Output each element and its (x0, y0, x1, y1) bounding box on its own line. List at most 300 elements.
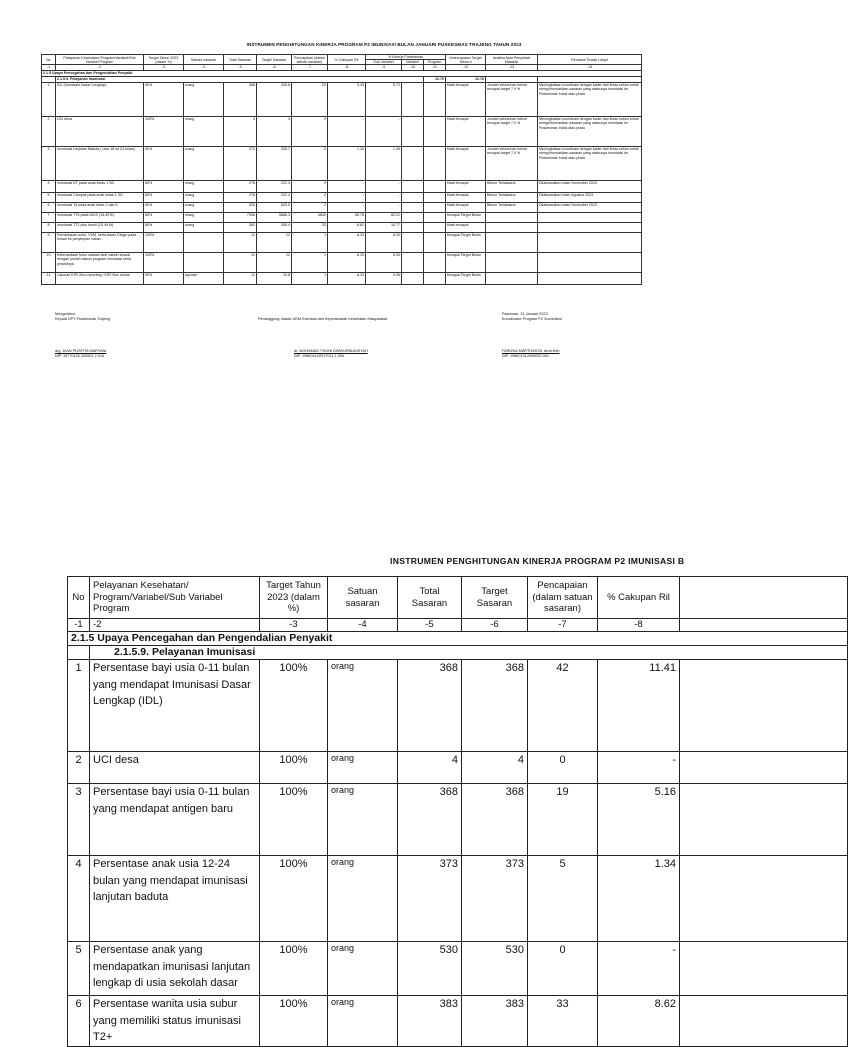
zoom-row-indicator: Persentase wanita usia subur yang memiliki status imunisasi T2+ (90, 996, 260, 1047)
header-rencana: Rencana Tindak Lanjut (538, 55, 642, 65)
row-pencapaian: 0 (292, 203, 328, 213)
column-number: -3 (144, 65, 184, 71)
row-variabel (402, 203, 424, 213)
zoom-row-target: 100% (260, 784, 328, 856)
row-target-sasaran: 335.7 (257, 147, 292, 181)
row-pencapaian: 0 (292, 181, 328, 193)
row-total: 373 (224, 147, 257, 181)
signature-center-name: dr. MOHAMAD YHONI DWIKURNIANSYAH (294, 349, 368, 353)
zoom-table-row (68, 856, 848, 942)
header-program: Pelayanan Kesehatan/ Program/Variabel/Sub Variabel Program (56, 55, 144, 65)
zoom-section-title: 2.1.5 Upaya Pencegahan dan Pengendalian Penyakit (68, 632, 848, 646)
zoom-row-satuan: orang (328, 784, 398, 856)
zoom-row-pencapaian: 5 (528, 856, 598, 942)
zoom-row-number: 5 (68, 942, 90, 996)
section-title: 2.1.5 Upaya Pencegahan dan Pengendalian Penyakit (42, 71, 642, 77)
row-analisa: Belum Terlaksana (486, 181, 538, 193)
row-cakupan: - (328, 193, 366, 203)
row-sub-variabel: 8.33 (366, 233, 402, 253)
zoom-subsection-row (68, 646, 848, 660)
signature-left-name-block (55, 349, 106, 359)
zoom-row-spacer (680, 752, 848, 784)
signature-right-role: Koordinator Program P2 Surveilans (502, 317, 562, 321)
row-number: 1 (42, 83, 56, 117)
row-variabel (402, 253, 424, 273)
row-pencapaian: 0 (292, 117, 328, 147)
table-row (42, 193, 642, 203)
zoom-table-body (68, 619, 848, 1047)
zoom-row-total: 373 (398, 856, 462, 942)
zoom-column-number-row (68, 619, 848, 632)
zoom-row-spacer (680, 660, 848, 752)
signature-center-name-block (294, 349, 368, 359)
row-total: 278 (224, 181, 257, 193)
row-cakupan: 65.78 (328, 213, 366, 223)
signature-right-name-block (502, 349, 559, 359)
row-total: 278 (224, 193, 257, 203)
row-analisa (486, 223, 538, 233)
row-sub-variabel: - (366, 117, 402, 147)
row-number: 5 (42, 193, 56, 203)
column-number: -6 (462, 619, 528, 632)
zoom-header-cakupan: % Cakupan Ril (598, 577, 680, 619)
zoom-row-target-sasaran: 4 (462, 752, 528, 784)
header-no: No (42, 55, 56, 65)
zoom-row-total: 530 (398, 942, 462, 996)
row-indicator: Ketersediaan buku catatan stok vaksin sesuai dengan jumlah vaksin program imunisasi serta pelarutnya (56, 253, 144, 273)
column-number: -14 (538, 65, 642, 71)
row-variabel (402, 233, 424, 253)
zoom-row-number: 3 (68, 784, 90, 856)
row-pencapaian: 1 (292, 253, 328, 273)
row-sub-variabel: 5.72 (366, 83, 402, 117)
zoom-subsection-title: 2.1.5.9. Pelayanan Imunisasi (90, 646, 848, 660)
header-total-sasaran: Total Sasaran (224, 55, 257, 65)
row-pencapaian: 0 (292, 193, 328, 203)
zoom-row-target-sasaran: 368 (462, 660, 528, 752)
row-program (424, 223, 446, 233)
subsection-title: 2.1.5.9. Pelayanan Imunisasi (56, 77, 424, 83)
row-analisa: Jumlah kebutuhan belum tercapai target 7,5 % (486, 147, 538, 181)
table-row (42, 233, 642, 253)
row-analisa: Belum Terlaksana (486, 203, 538, 213)
zoom-table-row (68, 660, 848, 752)
zoom-row-target-sasaran: 368 (462, 784, 528, 856)
table-row (42, 147, 642, 181)
header-satuan: Satuan sasaran (184, 55, 224, 65)
row-analisa (486, 273, 538, 285)
row-indicator: Laporan KIPI Zero reporting / KIPI Non serius (56, 273, 144, 285)
performance-table-zoom (67, 576, 848, 1047)
row-satuan: orang (184, 203, 224, 213)
zoom-row-satuan: orang (328, 856, 398, 942)
row-sub-variabel: 8.33 (366, 253, 402, 273)
signature-left (55, 312, 110, 322)
row-cakupan: - (328, 181, 366, 193)
row-target-sasaran: 4 (257, 117, 292, 147)
row-target-sasaran: 503.5 (257, 203, 292, 213)
row-total: 368 (224, 83, 257, 117)
header-target-sasaran: Target Sasaran (257, 55, 292, 65)
zoom-row-total: 368 (398, 784, 462, 856)
row-ketercapaian: tercapai Target Bulan (446, 233, 486, 253)
zoom-row-indicator: Persentase anak yang mendapatkan imunisasi lanjutan lengkap di usia sekolah dasar (90, 942, 260, 996)
row-rencana: Meningkatkan koordinasi dengan kader dan lintas sektor untuk menginformasikan sasaran yang waktunya imunisasi ke Puskesmas Induk atau pustu (538, 83, 642, 117)
zoom-header-total-sasaran: Total Sasaran (398, 577, 462, 619)
row-target-sasaran: 349.6 (257, 83, 292, 117)
row-number: 8 (42, 223, 56, 233)
row-cakupan: 8.33 (328, 273, 366, 285)
row-indicator: Imunisasi DT pada anak kelas 1 SD (56, 181, 144, 193)
row-rencana (538, 213, 642, 223)
zoom-row-pencapaian: 19 (528, 784, 598, 856)
header-kinerja-group: % Kinerja Puskesmas (366, 55, 446, 60)
row-variabel (402, 193, 424, 203)
row-program (424, 253, 446, 273)
column-number: -2 (56, 65, 144, 71)
row-satuan: orang (184, 223, 224, 233)
zoom-table-row (68, 752, 848, 784)
zoom-row-number: 6 (68, 996, 90, 1047)
row-ketercapaian: tidak tercapai (446, 223, 486, 233)
row-variabel (402, 117, 424, 147)
zoom-row-target: 100% (260, 660, 328, 752)
row-indicator: Imunisasi Campak pada anak kelas 1 SD (56, 193, 144, 203)
column-number: -1 (68, 619, 90, 632)
row-total: 12 (224, 253, 257, 273)
zoom-row-cakupan: 5.16 (598, 784, 680, 856)
column-number: -6 (257, 65, 292, 71)
signature-right-nip: NIP. 198601312009052 001 (502, 354, 550, 358)
row-satuan (184, 233, 224, 253)
row-number: 2 (42, 117, 56, 147)
row-sub-variabel: 10.77 (366, 223, 402, 233)
signature-left-name: drg. DIAN PUSPITA MARYANI (55, 349, 107, 353)
row-target-sasaran: 222.4 (257, 181, 292, 193)
header-pencapaian: Pencapaian (dalam satuan sasaran) (292, 55, 328, 65)
row-rencana (538, 253, 642, 273)
row-cakupan: 8.33 (328, 233, 366, 253)
row-program (424, 273, 446, 285)
zoom-table-row (68, 942, 848, 996)
row-number: 6 (42, 203, 56, 213)
zoom-row-pencapaian: 0 (528, 752, 598, 784)
row-sub-variabel: - (366, 181, 402, 193)
zoom-row-number: 2 (68, 752, 90, 784)
zoom-row-indicator: Persentase bayi usia 0-11 bulan yang mendapat antigen baru (90, 784, 260, 856)
zoom-header-target-sasaran: Target Sasaran (462, 577, 528, 619)
zoom-row-cakupan: - (598, 942, 680, 996)
zoom-row-cakupan: 11.41 (598, 660, 680, 752)
row-variabel (402, 147, 424, 181)
row-sub-variabel: - (366, 193, 402, 203)
row-cakupan: 1.34 (328, 147, 366, 181)
header-cakupan: % Cakupan Ril (328, 55, 366, 65)
row-target-sasaran: 222.4 (257, 193, 292, 203)
table-row (42, 223, 642, 233)
zoom-header-satuan: Satuan sasaran (328, 577, 398, 619)
row-ketercapaian: tidak tercapai (446, 147, 486, 181)
subsection-variabel: 12.70 (424, 77, 446, 83)
row-analisa (486, 253, 538, 273)
row-rencana (538, 233, 642, 253)
zoom-row-pencapaian: 0 (528, 942, 598, 996)
row-pencapaian: 1 (292, 273, 328, 285)
zoom-row-pencapaian: 42 (528, 660, 598, 752)
row-total: 383 (224, 223, 257, 233)
row-target-sasaran: 306.4 (257, 223, 292, 233)
table-row (42, 213, 642, 223)
row-pencapaian: 20 (292, 83, 328, 117)
row-program (424, 213, 446, 223)
performance-table (41, 54, 642, 285)
zoom-row-indicator: UCI desa (90, 752, 260, 784)
zoom-row-total: 383 (398, 996, 462, 1047)
header-variabel: Variabel (402, 60, 424, 65)
header-ketercapaian: Ketercapaian Target Tahun n (446, 55, 486, 65)
row-target-sasaran: 12 (257, 253, 292, 273)
table-row (42, 253, 642, 273)
row-indicator: Imunisasi Lanjutan Baduta ( usia 18 sd 24 bulan) (56, 147, 144, 181)
row-pencapaian: 1 (292, 233, 328, 253)
row-number: 7 (42, 213, 56, 223)
row-rencana: Meningkatkan koordinasi dengan kader dan lintas sektor untuk menginformasikan sasaran yang waktunya imunisasi ke Puskesmas Induk atau pustu (538, 117, 642, 147)
row-ketercapaian: tidak tercapai (446, 181, 486, 193)
row-total: 12 (224, 273, 257, 285)
row-indicator: Imunisasi TT2 plus bumil (15-49 th) (56, 223, 144, 233)
column-number: -8 (598, 619, 680, 632)
row-rencana (538, 223, 642, 233)
table-row (42, 117, 642, 147)
zoom-row-total: 4 (398, 752, 462, 784)
signature-left-role: Kepala UPT Puskesmas Trajeng (55, 317, 110, 321)
row-target-sasaran: 10.8 (257, 273, 292, 285)
row-analisa: Jumlah kebutuhan belum tercapai target 7,9 % (486, 117, 538, 147)
row-analisa (486, 233, 538, 253)
header-sub-variabel: Sub Variabel (366, 60, 402, 65)
row-target: 90% (144, 147, 184, 181)
row-program (424, 193, 446, 203)
signature-right-date: Pasuruan, 31 Januari 2023 (502, 312, 548, 316)
signature-right (502, 312, 562, 322)
row-number: 10 (42, 253, 56, 273)
row-total: 12 (224, 233, 257, 253)
zoom-row-indicator: Persentase bayi usia 0-11 bulan yang mendapat Imunisasi Dasar Lengkap (IDL) (90, 660, 260, 752)
zoom-row-target-sasaran: 530 (462, 942, 528, 996)
document-page-zoom (0, 520, 768, 1043)
zoom-row-target: 100% (260, 942, 328, 996)
column-number: -7 (292, 65, 328, 71)
row-variabel (402, 223, 424, 233)
zoom-row-spacer (680, 942, 848, 996)
row-cakupan: 8.62 (328, 223, 366, 233)
row-ketercapaian: tidak tercapai (446, 117, 486, 147)
row-indicator: IDL (Imunisasi Dasar Lengkap) (56, 83, 144, 117)
row-satuan: orang (184, 147, 224, 181)
row-ketercapaian: tercapai Target Bulan (446, 273, 486, 285)
zoom-header-target-tahun: Target Tahun 2023 (dalam %) (260, 577, 328, 619)
row-program (424, 147, 446, 181)
row-variabel (402, 273, 424, 285)
zoom-row-spacer (680, 784, 848, 856)
row-total: 4 (224, 117, 257, 147)
row-sub-variabel: 9.26 (366, 273, 402, 285)
table-row (42, 273, 642, 285)
row-satuan: orang (184, 83, 224, 117)
column-number: -2 (90, 619, 260, 632)
row-analisa: Belum Terlaksana (486, 193, 538, 203)
signature-left-nip: NIP. 19770120 200501 2 016 (55, 354, 105, 358)
column-number: -3 (260, 619, 328, 632)
column-number: -4 (184, 65, 224, 71)
document-page-overview (0, 0, 768, 520)
signature-center (258, 317, 387, 322)
document-title-zoom: INSTRUMEN PENGHITUNGAN KINERJA PROGRAM P2 IMUNISASI B (390, 556, 685, 566)
zoom-row-spacer (680, 996, 848, 1047)
row-total: 530 (224, 203, 257, 213)
zoom-row-target-sasaran: 373 (462, 856, 528, 942)
row-ketercapaian: tidak tercapai (446, 193, 486, 203)
header-analisa: Analisa Akar Penyebab Masalah (486, 55, 538, 65)
row-target: 100% (144, 253, 184, 273)
row-target: 100% (144, 233, 184, 253)
zoom-row-cakupan: - (598, 752, 680, 784)
column-number: -9 (366, 65, 402, 71)
row-rencana: Dilaksanakan bulan November 2023 (538, 181, 642, 193)
zoom-section-row (68, 632, 848, 646)
zoom-row-total: 368 (398, 660, 462, 752)
row-satuan: orang (184, 213, 224, 223)
zoom-row-target-sasaran: 383 (462, 996, 528, 1047)
column-number: -7 (528, 619, 598, 632)
table-row (42, 203, 642, 213)
signature-left-heading: Mengetahui, (55, 312, 76, 316)
row-variabel (402, 83, 424, 117)
row-analisa (486, 213, 538, 223)
table-row (42, 83, 642, 117)
row-sub-variabel: 82.22 (366, 213, 402, 223)
zoom-row-cakupan: 8.62 (598, 996, 680, 1047)
row-ketercapaian: tercapai Target Bulan (446, 213, 486, 223)
row-target: 80% (144, 193, 184, 203)
header-program-kinerja: Program (424, 60, 446, 65)
row-rencana: Dilaksanakan bulan Agustus 2023 (538, 193, 642, 203)
zoom-header-program: Pelayanan Kesehatan/ Program/Variabel/Sub Variabel Program (90, 577, 260, 619)
zoom-row-satuan: orang (328, 752, 398, 784)
zoom-row-cakupan: 1.34 (598, 856, 680, 942)
row-satuan: orang (184, 117, 224, 147)
column-number: -13 (486, 65, 538, 71)
row-total: 7358 (224, 213, 257, 223)
row-cakupan: 8.33 (328, 253, 366, 273)
row-target: 90% (144, 83, 184, 117)
row-variabel (402, 213, 424, 223)
row-satuan: orang (184, 181, 224, 193)
zoom-header-no: No (68, 577, 90, 619)
row-program (424, 83, 446, 117)
zoom-row-satuan: orang (328, 660, 398, 752)
subsection-program: 12.78 (446, 77, 486, 83)
column-number: -5 (224, 65, 257, 71)
zoom-row-pencapaian: 33 (528, 996, 598, 1047)
zoom-row-target: 100% (260, 856, 328, 942)
row-rencana (538, 273, 642, 285)
zoom-row-number: 4 (68, 856, 90, 942)
table-row (42, 181, 642, 193)
zoom-row-target: 100% (260, 752, 328, 784)
zoom-row-satuan: orang (328, 942, 398, 996)
zoom-row-number: 1 (68, 660, 90, 752)
row-indicator: Imunisasi Td pada anak kelas 2 dan 5 (56, 203, 144, 213)
row-program (424, 233, 446, 253)
row-ketercapaian: tidak tercapai (446, 203, 486, 213)
row-satuan: laporan (184, 273, 224, 285)
row-pencapaian: 33 (292, 223, 328, 233)
row-program (424, 203, 446, 213)
column-number: -10 (402, 65, 424, 71)
zoom-row-satuan: orang (328, 996, 398, 1047)
row-pencapaian: 5 (292, 147, 328, 181)
row-ketercapaian: tercapai Target Bulan (446, 253, 486, 273)
zoom-table-row (68, 784, 848, 856)
row-satuan: orang (184, 193, 224, 203)
row-indicator: Imunisasi TT5 pada WUS (15-49 th) (56, 213, 144, 223)
header-target-tahun: Target Tahun 2023 (dalam %) (144, 55, 184, 65)
row-target: 90% (144, 203, 184, 213)
row-analisa: Jumlah kebutuhan belum tercapai target 7,9 % (486, 83, 538, 117)
table-body (42, 65, 642, 285)
signature-center-nip: NIP. 198604102017011 1 006 (294, 354, 344, 358)
row-cakupan: 5.43 (328, 83, 366, 117)
row-sub-variabel: 1.49 (366, 147, 402, 181)
row-indicator: UCI desa (56, 117, 144, 147)
signature-center-role: Penanggung Jawab UKM Esensial dan Keperawatan Kesehatan Masyarakat (258, 317, 388, 321)
row-target: 80% (144, 181, 184, 193)
zoom-table-row (68, 996, 848, 1047)
zoom-row-spacer (680, 856, 848, 942)
row-program (424, 181, 446, 193)
row-cakupan: - (328, 117, 366, 147)
row-number: 9 (42, 233, 56, 253)
row-number: 11 (42, 273, 56, 285)
row-sub-variabel: - (366, 203, 402, 213)
row-pencapaian: 4840 (292, 213, 328, 223)
row-program (424, 117, 446, 147)
row-ketercapaian: tidak tercapai (446, 83, 486, 117)
document-title: INSTRUMEN PENGHITUNGAN KINERJA PROGRAM P2 IMUNISASI BULAN JANUARI PUSKESMAS TRAJENG TAHUN 2023 (246, 42, 522, 47)
row-rencana: Meningkatkan koordinasi dengan kader dan lintas sektor untuk menginformasikan sasaran yang waktunya imunisasi ke Puskesmas Induk atau pustu (538, 147, 642, 181)
row-indicator: Pemantauan suhu, VVM, serta Alarm Dingin pada lemari es penyimpan vaksin (56, 233, 144, 253)
signature-right-name: FARIZKA MARTHASYA, Amd.Keb (502, 349, 560, 353)
zoom-header-pencapaian: Pencapaian (dalam satuan sasaran) (528, 577, 598, 619)
row-rencana: Dilaksanakan bulan November 2023 (538, 203, 642, 213)
row-target: 90% (144, 273, 184, 285)
zoom-row-indicator: Persentase anak usia 12-24 bulan yang mendapat imunisasi lanjutan baduta (90, 856, 260, 942)
row-number: 3 (42, 147, 56, 181)
column-number: -11 (424, 65, 446, 71)
column-number: -5 (398, 619, 462, 632)
row-cakupan: - (328, 203, 366, 213)
row-target-sasaran: 5886.3 (257, 213, 292, 223)
column-number: -1 (42, 65, 56, 71)
row-target: 80% (144, 213, 184, 223)
row-target: 80% (144, 223, 184, 233)
zoom-row-target: 100% (260, 996, 328, 1047)
row-target: 100% (144, 117, 184, 147)
row-variabel (402, 181, 424, 193)
column-number: -4 (328, 619, 398, 632)
column-number: -12 (446, 65, 486, 71)
